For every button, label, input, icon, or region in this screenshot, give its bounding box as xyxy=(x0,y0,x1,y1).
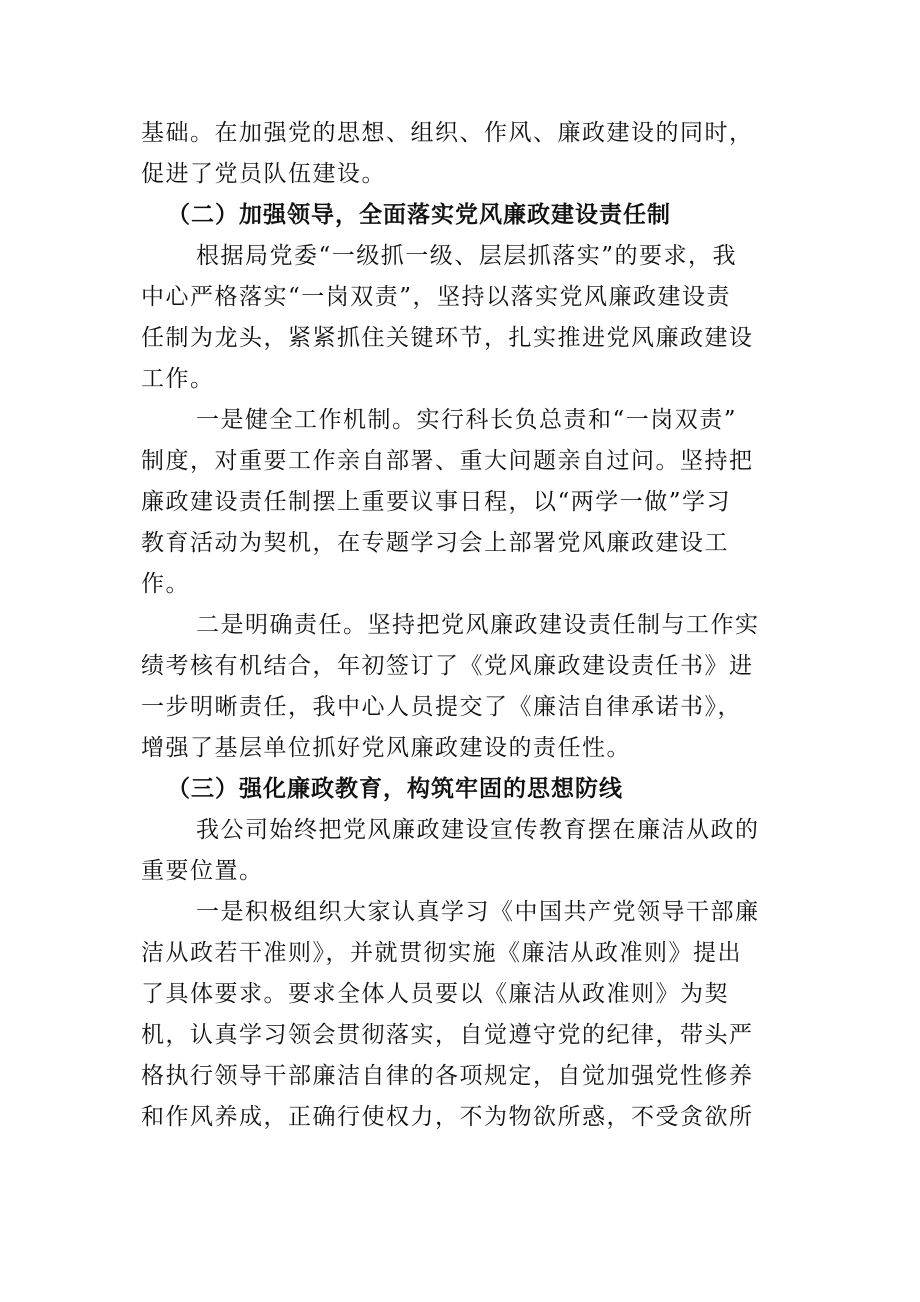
text-line: 教育活动为契机，在专题学习会上部署党风廉政建设工 xyxy=(141,530,729,556)
paragraph-first-line: 根据局党委“一级抓一级、层层抓落实”的要求，我 xyxy=(196,243,738,269)
section-heading-2: （二）加强领导，全面落实党风廉政建设责任制 xyxy=(167,201,671,228)
text-line: 增强了基层单位抓好党风廉政建设的责任性。 xyxy=(141,735,631,761)
paragraph-first-line: 我公司始终把党风廉政建设宣传教育摆在廉洁从政的 xyxy=(196,817,760,843)
section-heading-3: （三）强化廉政教育，构筑牢固的思想防线 xyxy=(167,775,623,802)
paragraph-first-line: 二是明确责任。坚持把党风廉政建设责任制与工作实 xyxy=(196,612,760,638)
paragraph-first-line: 一是健全工作机制。实行科长负总责和“一岗双责” xyxy=(196,407,738,433)
text-line: 基础。在加强党的思想、组织、作风、廉政建设的同时， xyxy=(141,120,754,146)
text-line: 了具体要求。要求全体人员要以《廉洁从政准则》为契 xyxy=(141,981,729,1007)
text-line: 绩考核有机结合，年初签订了《党风廉政建设责任书》进 xyxy=(141,653,754,679)
text-line: 一步明晰责任，我中心人员提交了《廉洁自律承诺书》， xyxy=(141,694,742,720)
text-line: 作。 xyxy=(141,571,190,597)
text-line: 和作风养成，正确行使权力，不为物欲所惑，不受贪欲所 xyxy=(141,1104,754,1130)
text-line: 洁从政若干准则》，并就贯彻实施《廉洁从政准则》提出 xyxy=(141,940,742,966)
text-line: 中心严格落实“一岗双责”，坚持以落实党风廉政建设责 xyxy=(141,284,732,310)
text-line: 重要位置。 xyxy=(141,858,264,884)
text-line: 廉政建设责任制摆上重要议事日程，以“两学一做”学习 xyxy=(141,489,732,515)
text-line: 格执行领导干部廉洁自律的各项规定，自觉加强党性修养 xyxy=(141,1063,754,1089)
text-line: 任制为龙头，紧紧抓住关键环节，扎实推进党风廉政建设 xyxy=(141,325,754,351)
text-line: 制度，对重要工作亲自部署、重大问题亲自过问。坚持把 xyxy=(141,448,754,474)
paragraph-first-line: 一是积极组织大家认真学习《中国共产党领导干部廉 xyxy=(196,899,760,925)
text-line: 机，认真学习领会贯彻落实，自觉遵守党的纪律，带头严 xyxy=(141,1022,754,1048)
text-line: 促进了党员队伍建设。 xyxy=(141,161,386,187)
text-line: 工作。 xyxy=(141,366,215,392)
